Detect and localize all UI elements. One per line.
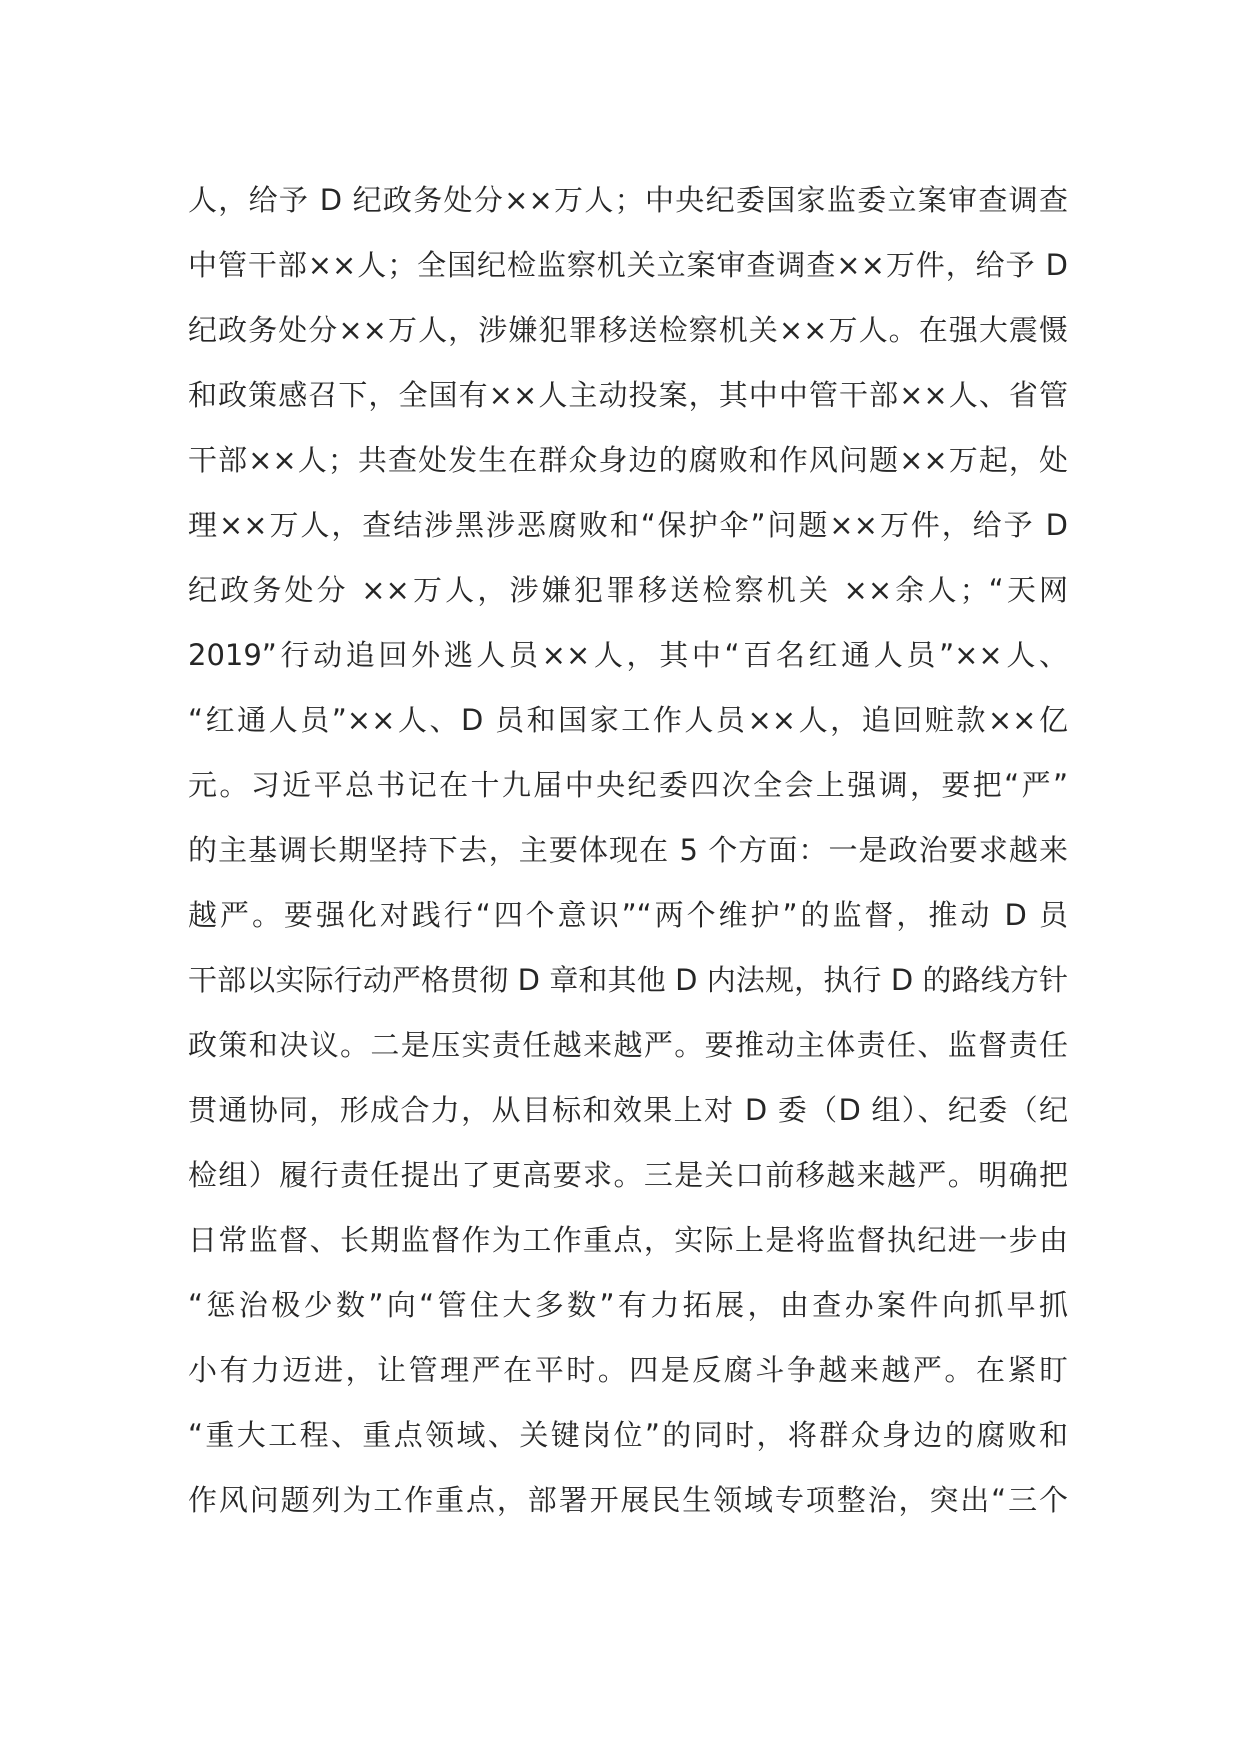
text-line: 越严。要强化对践行“四个意识”“两个维护”的监督，推动 D 员 — [188, 898, 1068, 932]
text-line: 检组）履行责任提出了更高要求。三是关口前移越来越严。明确把 — [188, 1158, 1068, 1192]
text-line: 纪政务处分 ××万人，涉嫌犯罪移送检察机关 ××余人；“天网 — [188, 573, 1068, 607]
text-line: 和政策感召下，全国有××人主动投案，其中中管干部××人、省管 — [188, 378, 1068, 412]
text-line: 贯通协同，形成合力，从目标和效果上对 D 委（D 组）、纪委（纪 — [188, 1093, 1068, 1127]
text-line: 作风问题列为工作重点，部署开展民生领域专项整治，突出“三个 — [188, 1483, 1068, 1517]
text-line: 人，给予 D 纪政务处分××万人；中央纪委国家监委立案审查调查 — [188, 183, 1068, 217]
text-line: 干部以实际行动严格贯彻 D 章和其他 D 内法规，执行 D 的路线方针 — [188, 963, 1068, 997]
text-line: 政策和决议。二是压实责任越来越严。要推动主体责任、监督责任 — [188, 1028, 1068, 1062]
text-line: 2019”行动追回外逃人员××人，其中“百名红通人员”××人、 — [188, 638, 1068, 672]
text-line: 纪政务处分××万人，涉嫌犯罪移送检察机关××万人。在强大震慑 — [188, 313, 1068, 347]
text-line: “惩治极少数”向“管住大多数”有力拓展，由查办案件向抓早抓 — [188, 1288, 1068, 1322]
text-line: 理××万人，查结涉黑涉恶腐败和“保护伞”问题××万件，给予 D — [188, 508, 1068, 542]
text-line: “重大工程、重点领域、关键岗位”的同时，将群众身边的腐败和 — [188, 1418, 1068, 1452]
text-line: 日常监督、长期监督作为工作重点，实际上是将监督执纪进一步由 — [188, 1223, 1068, 1257]
text-line: 的主基调长期坚持下去，主要体现在 5 个方面：一是政治要求越来 — [188, 833, 1068, 867]
text-line: 元。习近平总书记在十九届中央纪委四次全会上强调，要把“严” — [188, 768, 1068, 802]
text-line: “红通人员”××人、D 员和国家工作人员××人，追回赃款××亿 — [188, 703, 1068, 737]
text-line: 中管干部××人；全国纪检监察机关立案审查调查××万件，给予 D — [188, 248, 1068, 282]
text-line: 干部××人；共查处发生在群众身边的腐败和作风问题××万起，处 — [188, 443, 1068, 477]
body-paragraph — [188, 168, 1068, 1533]
text-line: 小有力迈进，让管理严在平时。四是反腐斗争越来越严。在紧盯 — [188, 1353, 1068, 1387]
